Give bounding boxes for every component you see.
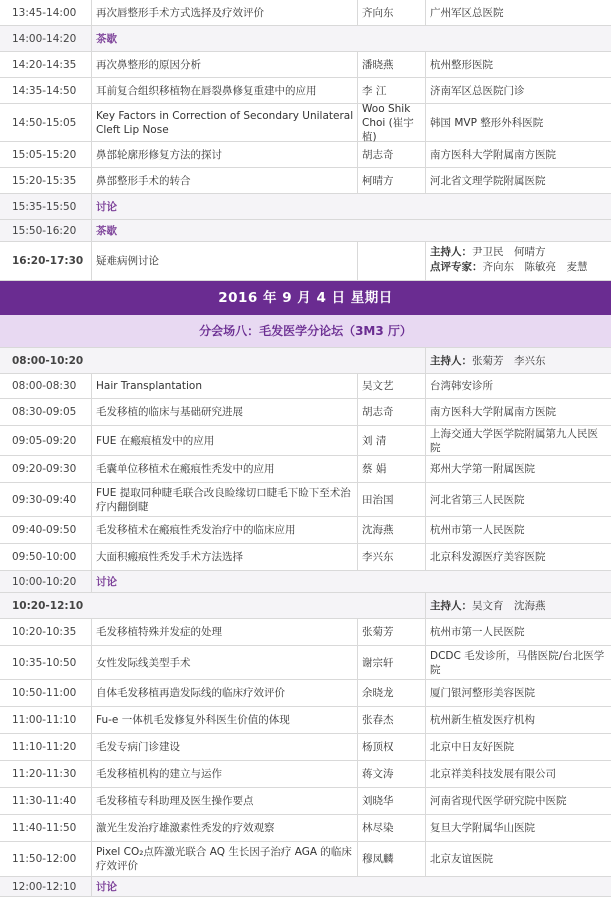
row-topic: 自体毛发移植再造发际线的临床疗效评价 — [96, 687, 285, 699]
discussion-label: 讨论 — [96, 575, 117, 588]
row-topic: Pixel CO₂点阵激光联合 AQ 生长因子治疗 AGA 的临床疗效评价 — [96, 846, 352, 872]
row-topic: 毛发移植特殊并发症的处理 — [96, 626, 222, 638]
schedule-row — [0, 426, 611, 456]
discussion-row — [0, 194, 611, 220]
row-affiliation: 南方医科大学附属南方医院 — [430, 148, 556, 161]
row-speaker: 张菊芳 — [362, 626, 394, 638]
date-bar: 2016 年 9 月 4 日 星期日 — [0, 281, 611, 315]
schedule-row — [0, 815, 611, 842]
row-time: 12:00-12:10 — [12, 880, 77, 893]
schedule-row — [0, 0, 611, 26]
row-time: 11:40-11:50 — [12, 822, 77, 834]
session-header — [0, 348, 611, 374]
row-time: 11:10-11:20 — [12, 741, 77, 753]
row-speaker: 张春杰 — [362, 714, 394, 726]
row-affiliation: 济南军区总医院门诊 — [430, 84, 525, 97]
row-affiliation: 韩国 MVP 整形外科医院 — [430, 116, 544, 129]
row-topic: 鼻部整形手术的转合 — [96, 174, 191, 187]
break-label: 茶歇 — [96, 224, 117, 237]
row-speaker: 胡志奇 — [362, 148, 394, 161]
row-speaker: 蒋文涛 — [362, 768, 394, 780]
row-time: 10:35-10:50 — [12, 656, 77, 669]
row-speaker: 杨顶权 — [362, 741, 394, 753]
row-topic: Key Factors in Correction of Secondary Unilateral Cleft Lip Nose — [96, 109, 354, 136]
row-affiliation: 北京科发源医疗美容医院 — [430, 551, 546, 563]
row-topic: 再次唇整形手术方式选择及疗效评价 — [96, 6, 264, 19]
row-topic: 毛发移植专科助理及医生操作要点 — [96, 795, 254, 807]
row-topic: 再次鼻整形的原因分析 — [96, 58, 201, 71]
row-time: 14:50-15:05 — [12, 116, 77, 129]
expert-label: 点评专家： — [430, 261, 483, 273]
discussion-row — [0, 877, 611, 897]
row-affiliation: 台湾韩安诊所 — [430, 380, 493, 392]
row-speaker: 刘晓华 — [362, 795, 394, 807]
row-speaker: 刘 清 — [362, 434, 387, 447]
row-speaker: 田治国 — [362, 493, 394, 506]
break-label: 茶歇 — [96, 32, 117, 45]
schedule-row — [0, 52, 611, 78]
chair-block — [430, 599, 608, 613]
schedule-row — [0, 456, 611, 483]
row-time: 10:50-11:00 — [12, 687, 77, 699]
row-topic: 大面积瘢痕性秃发手术方法选择 — [96, 551, 243, 563]
row-time: 15:35-15:50 — [12, 200, 77, 213]
case-discussion-session — [0, 242, 611, 281]
discussion-row — [0, 571, 611, 593]
row-speaker: 沈海燕 — [362, 524, 394, 536]
row-topic: 耳前复合组织移植物在唇裂鼻修复重建中的应用 — [96, 84, 317, 97]
schedule-row — [0, 788, 611, 815]
row-affiliation: 杭州整形医院 — [430, 58, 493, 71]
row-affiliation: 广州军区总医院 — [430, 6, 504, 19]
schedule-row — [0, 646, 611, 680]
schedule-row — [0, 168, 611, 194]
chair-block — [430, 354, 608, 368]
row-affiliation: 北京友谊医院 — [430, 853, 493, 865]
row-time: 09:05-09:20 — [12, 434, 77, 447]
row-time: 11:20-11:30 — [12, 768, 77, 780]
row-topic: 鼻部轮廓形修复方法的探讨 — [96, 148, 222, 161]
row-time: 13:45-14:00 — [12, 6, 77, 19]
row-affiliation: 杭州市第一人民医院 — [430, 524, 525, 536]
row-time: 14:20-14:35 — [12, 58, 77, 71]
row-speaker: 谢宗轩 — [362, 656, 394, 669]
schedule-row — [0, 104, 611, 142]
row-topic: 毛囊单位移植术在瘢痕性秃发中的应用 — [96, 463, 275, 475]
row-affiliation: 北京中日友好医院 — [430, 741, 514, 753]
schedule-row — [0, 761, 611, 788]
row-time: 09:20-09:30 — [12, 463, 77, 475]
row-topic: 毛发移植术在瘢痕性秃发治疗中的临床应用 — [96, 524, 296, 536]
row-speaker: 李兴东 — [362, 551, 394, 563]
session-time: 16:20-17:30 — [12, 255, 84, 267]
schedule-row — [0, 374, 611, 399]
row-speaker: 齐向东 — [362, 6, 394, 19]
chair-names: 张菊芳 李兴东 — [472, 355, 546, 367]
session-topic: 疑难病例讨论 — [96, 255, 159, 267]
schedule-row — [0, 517, 611, 544]
schedule-row — [0, 544, 611, 571]
row-affiliation: 复旦大学附属华山医院 — [430, 822, 535, 834]
schedule-row — [0, 707, 611, 734]
row-time: 15:20-15:35 — [12, 174, 77, 187]
row-speaker: 林尽染 — [362, 822, 394, 834]
row-topic: 激光生发治疗雄激素性秃发的疗效观察 — [96, 822, 275, 834]
schedule-row — [0, 842, 611, 877]
schedule-row — [0, 399, 611, 426]
row-speaker: 穆凤麟 — [362, 853, 394, 865]
row-topic: Fu-e 一体机毛发修复外科医生价值的体现 — [96, 714, 290, 726]
chair-label: 主持人： — [430, 600, 472, 612]
chair-names: 吴文育 沈海燕 — [472, 600, 546, 612]
row-topic: Hair Transplantation — [96, 380, 202, 392]
row-time: 14:00-14:20 — [12, 32, 77, 45]
row-time: 15:05-15:20 — [12, 148, 77, 161]
expert-names: 齐向东 陈敏亮 麦慧 — [482, 261, 588, 273]
row-topic: FUE 在瘢痕植发中的应用 — [96, 434, 215, 447]
schedule-row — [0, 734, 611, 761]
row-topic: FUE 提取同种睫毛联合改良睑缘切口睫毛下睑下至术治疗内翻倒睫 — [96, 486, 351, 513]
row-affiliation: 河南省现代医学研究院中医院 — [430, 795, 567, 807]
row-time: 11:30-11:40 — [12, 795, 77, 807]
row-time: 10:20-10:35 — [12, 626, 77, 638]
row-topic: 毛发移植的临床与基础研究进展 — [96, 406, 243, 418]
chair-names: 尹卫民 何晴方 — [472, 246, 546, 258]
row-time: 11:50-12:00 — [12, 853, 77, 865]
row-affiliation: 河北省第三人民医院 — [430, 493, 525, 506]
row-time: 11:00-11:10 — [12, 714, 77, 726]
break-row — [0, 220, 611, 242]
row-affiliation: 上海交通大学医学院附属第九人民医院 — [430, 427, 598, 454]
schedule-row — [0, 483, 611, 517]
row-topic: 女性发际线美型手术 — [96, 656, 191, 669]
row-time: 14:35-14:50 — [12, 84, 77, 97]
row-speaker: 余晓龙 — [362, 687, 394, 699]
row-affiliation: 北京祥美科技发展有限公司 — [430, 768, 556, 780]
row-speaker: 胡志奇 — [362, 406, 394, 418]
row-speaker: Woo Shik Choi (崔宇植) — [362, 102, 414, 143]
schedule-row — [0, 680, 611, 707]
schedule-row — [0, 78, 611, 104]
chair-label: 主持人： — [430, 355, 472, 367]
row-time: 08:30-09:05 — [12, 406, 77, 418]
row-time: 15:50-16:20 — [12, 224, 77, 237]
row-time: 10:00-10:20 — [12, 575, 77, 588]
row-speaker: 李 江 — [362, 84, 387, 97]
chair-label: 主持人： — [430, 246, 472, 258]
row-affiliation: 南方医科大学附属南方医院 — [430, 406, 556, 418]
row-affiliation: 杭州市第一人民医院 — [430, 626, 525, 638]
row-speaker: 吴文艺 — [362, 380, 394, 392]
row-affiliation: 厦门银河整形美容医院 — [430, 687, 535, 699]
row-speaker: 潘晓燕 — [362, 58, 394, 71]
schedule-row — [0, 142, 611, 168]
session-time: 10:20-12:10 — [12, 599, 84, 612]
venue-bar: 分会场八：毛发医学分论坛（3M3 厅） — [0, 315, 611, 348]
row-time: 09:50-10:00 — [12, 551, 77, 563]
session-header — [0, 593, 611, 619]
row-affiliation: 杭州新生植发医疗机构 — [430, 714, 535, 726]
row-affiliation: 郑州大学第一附属医院 — [430, 463, 535, 475]
row-topic: 毛发专病门诊建设 — [96, 741, 180, 753]
session-time: 08:00-10:20 — [12, 354, 84, 367]
row-time: 09:30-09:40 — [12, 493, 77, 506]
row-speaker: 柯晴方 — [362, 174, 394, 187]
row-time: 08:00-08:30 — [12, 380, 77, 392]
discussion-label: 讨论 — [96, 200, 117, 213]
break-row — [0, 26, 611, 52]
row-speaker: 蔡 娟 — [362, 463, 387, 475]
row-topic: 毛发移植机构的建立与运作 — [96, 768, 222, 780]
discussion-label: 讨论 — [96, 880, 117, 893]
row-affiliation: 河北省文理学院附属医院 — [430, 174, 546, 187]
row-time: 09:40-09:50 — [12, 524, 77, 536]
row-affiliation: DCDC 毛发诊所，马偕医院/台北医学院 — [430, 649, 605, 676]
chair-block — [430, 245, 608, 275]
schedule-row — [0, 619, 611, 646]
